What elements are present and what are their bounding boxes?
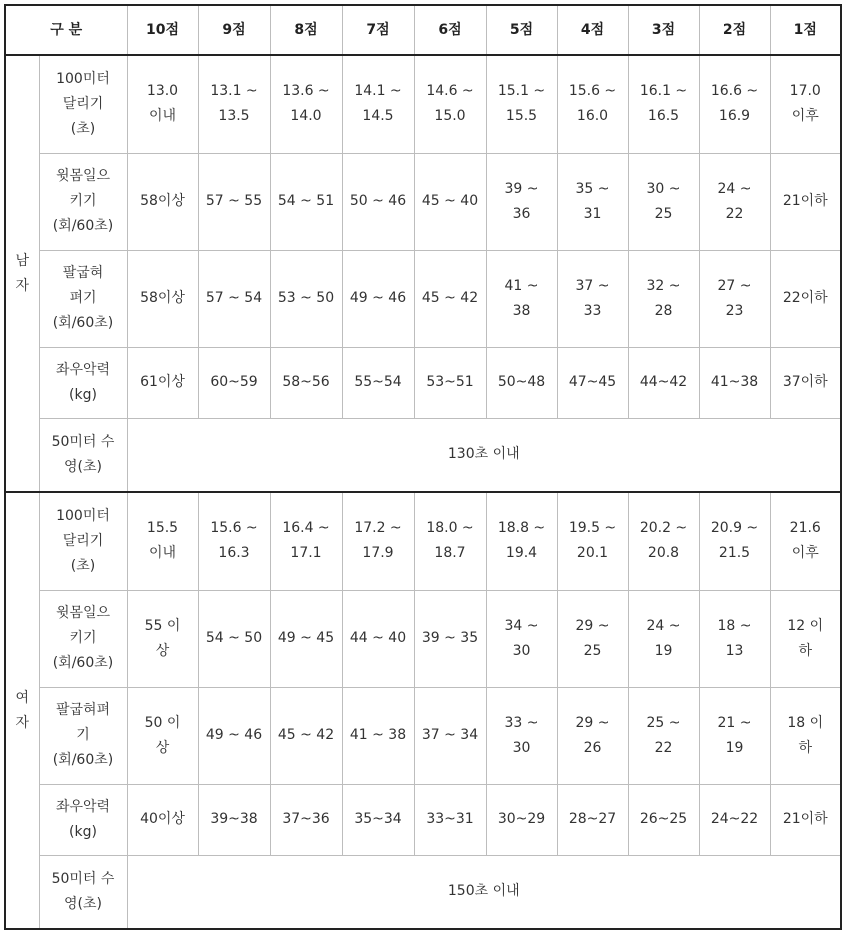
score-cell-line: 이후 [791, 108, 819, 125]
score-cell [270, 153, 342, 250]
event-label-line: 기 [76, 727, 90, 743]
score-cell-line: 15.0 [434, 108, 466, 125]
score-cell [770, 492, 841, 590]
score-cell-line: 37이하 [782, 374, 828, 390]
event-label [39, 784, 127, 855]
score-cell-line: 50 이 [144, 714, 181, 731]
score-cell-line: 53~51 [426, 374, 474, 390]
score-cell [486, 492, 557, 590]
event-label [39, 687, 127, 784]
score-cell [699, 492, 770, 590]
score-cell-line: 41 ~ [504, 277, 539, 294]
score-cell-line: 28~27 [568, 811, 617, 827]
score-header: 6점 [414, 5, 486, 55]
score-cell [486, 153, 557, 250]
event-label-line: 50미터 수 [51, 870, 115, 887]
score-cell-line: 32 ~ [646, 277, 681, 294]
score-cell-line: 57 ~ 54 [205, 290, 263, 306]
score-cell-line: 61이상 [140, 374, 185, 390]
score-cell [414, 153, 486, 250]
event-label-line: 윗몸일으 [55, 168, 111, 184]
score-cell [699, 590, 770, 687]
event-label-line: 팔굽혀 [62, 265, 104, 281]
score-cell-line: 15.6 ~ [568, 83, 617, 100]
score-cell-line: 44 ~ 40 [349, 630, 407, 646]
score-cell-line: 40이상 [140, 811, 185, 827]
score-cell-line: 58이상 [140, 290, 185, 306]
score-header: 3점 [628, 5, 699, 55]
score-cell-line: 17.9 [362, 545, 394, 562]
score-cell-line: 21.5 [718, 545, 751, 562]
score-cell-line: 23 [725, 302, 744, 319]
score-cell-line: 22 [725, 205, 744, 222]
score-header: 1점 [770, 5, 841, 55]
score-cell-line: 45 ~ 42 [277, 727, 335, 743]
score-cell [770, 590, 841, 687]
score-cell [270, 250, 342, 347]
event-label [39, 590, 127, 687]
score-cell [699, 687, 770, 784]
score-cell-line: 50~48 [497, 374, 546, 390]
score-cell-line: 49 ~ 45 [277, 630, 335, 646]
score-cell-line: 13.5 [218, 108, 250, 125]
score-cell [127, 153, 198, 250]
score-cell-line: 57 ~ 55 [205, 193, 263, 209]
score-cell-line: 55~54 [354, 374, 402, 390]
score-cell-line: 18.8 ~ [497, 520, 546, 537]
score-cell [270, 590, 342, 687]
score-cell [127, 784, 198, 855]
score-cell-line: 19.4 [505, 545, 538, 562]
table-row [5, 492, 841, 590]
score-cell-line: 50 ~ 46 [349, 193, 407, 209]
score-cell [699, 153, 770, 250]
event-label-line: 달리기 [62, 95, 104, 112]
score-cell-line: 18 ~ [717, 617, 752, 634]
score-cell-line: 44~42 [639, 374, 688, 390]
score-cell [414, 784, 486, 855]
score-cell-line: 15.5 [505, 108, 538, 125]
score-cell-line: 16.3 [218, 545, 250, 562]
event-label-line: 좌우악력 [55, 361, 111, 378]
score-cell-line: 18 이 [787, 714, 824, 731]
score-cell-line: 상 [155, 642, 170, 659]
score-cell-line: 49 ~ 46 [349, 290, 407, 306]
score-cell [628, 590, 699, 687]
score-cell [127, 687, 198, 784]
score-cell [486, 687, 557, 784]
score-header: 5점 [486, 5, 557, 55]
score-cell-line: 20.9 ~ [710, 520, 759, 537]
score-cell-line: 55 이 [144, 617, 181, 634]
score-cell-line: 19 [654, 642, 673, 659]
score-cell [342, 784, 414, 855]
score-cell [270, 492, 342, 590]
score-cell-line: 17.1 [290, 545, 322, 562]
score-cell-line: 15.6 ~ [210, 520, 258, 537]
event-label-line: (kg) [69, 823, 97, 840]
score-cell-line: 13 [725, 642, 744, 659]
score-cell [270, 784, 342, 855]
score-cell-line: 24~22 [710, 811, 759, 827]
score-cell-line: 19.5 ~ [568, 520, 617, 537]
score-cell-line: 47~45 [568, 374, 617, 390]
score-cell-line: 60~59 [210, 374, 258, 390]
event-label [39, 347, 127, 418]
score-header: 10점 [127, 5, 198, 55]
score-cell-line: 54 ~ 51 [277, 193, 335, 209]
gender-label-line: 자 [15, 714, 30, 731]
event-label-line: (회/60초) [52, 752, 114, 768]
score-cell-line: 41 ~ 38 [349, 727, 407, 743]
score-cell-line: 이후 [791, 545, 819, 562]
event-label-line: 영(초) [64, 895, 102, 912]
score-cell [699, 347, 770, 418]
score-header: 4점 [557, 5, 628, 55]
score-cell-line: 29 ~ [575, 617, 610, 634]
table-row [5, 347, 841, 418]
score-cell-line: 24 ~ [717, 180, 752, 197]
score-cell-line: 20.8 [647, 545, 680, 562]
score-cell [270, 347, 342, 418]
score-cell [699, 784, 770, 855]
score-cell-line: 35 ~ [575, 180, 610, 197]
table-row [5, 55, 841, 153]
event-label [39, 55, 127, 153]
score-cell [414, 687, 486, 784]
gender-label [5, 492, 39, 929]
score-cell [770, 784, 841, 855]
score-header: 9점 [198, 5, 270, 55]
score-cell [770, 153, 841, 250]
score-cell [486, 784, 557, 855]
event-label-line: 윗몸일으 [55, 605, 111, 621]
score-cell-line: 17.2 ~ [354, 520, 402, 537]
table-row [5, 687, 841, 784]
score-cell [414, 347, 486, 418]
score-cell [486, 250, 557, 347]
score-cell-line: 이내 [148, 108, 177, 125]
score-cell [628, 784, 699, 855]
score-cell [628, 492, 699, 590]
score-cell [342, 153, 414, 250]
score-cell-line: 14.6 ~ [426, 83, 474, 100]
score-cell-line: 33 ~ [504, 714, 539, 731]
score-cell-line: 21.6 [789, 520, 821, 537]
gender-label-line: 남 [15, 252, 30, 269]
score-cell-line: 17.0 [789, 83, 821, 100]
score-cell [198, 492, 270, 590]
score-cell [127, 590, 198, 687]
score-cell [770, 347, 841, 418]
score-cell [557, 590, 628, 687]
score-cell-line: 27 ~ [717, 277, 752, 294]
header-row [5, 5, 841, 55]
score-cell-line: 16.0 [576, 108, 609, 125]
score-cell [342, 492, 414, 590]
score-cell-line: 하 [798, 642, 813, 659]
event-label-line: 달리기 [62, 532, 104, 549]
score-cell [198, 153, 270, 250]
score-cell-line: 13.0 [146, 83, 179, 100]
score-cell [414, 250, 486, 347]
score-cell-line: 이내 [148, 545, 177, 562]
score-table [4, 4, 842, 930]
score-cell [628, 55, 699, 153]
table-row [5, 418, 841, 492]
swim-requirement: 130초 이내 [127, 418, 841, 492]
score-cell-line: 25 [583, 642, 602, 659]
score-cell-line: 25 ~ [646, 714, 681, 731]
score-cell [557, 55, 628, 153]
score-cell [770, 687, 841, 784]
event-label [39, 250, 127, 347]
score-cell-line: 21이하 [782, 811, 828, 827]
event-label-line: 100미터 [56, 70, 110, 87]
score-cell-line: 16.4 ~ [282, 520, 330, 537]
score-cell-line: 35~34 [354, 811, 402, 827]
score-cell [342, 55, 414, 153]
score-cell [770, 55, 841, 153]
score-cell-line: 37 ~ [575, 277, 610, 294]
score-cell-line: 30~29 [497, 811, 546, 827]
score-header: 8점 [270, 5, 342, 55]
score-cell [198, 590, 270, 687]
score-cell [486, 590, 557, 687]
event-label-line: (초) [70, 120, 96, 137]
score-cell [342, 590, 414, 687]
score-cell-line: 15.1 ~ [497, 83, 546, 100]
score-cell [557, 153, 628, 250]
score-cell-line: 20.1 [576, 545, 609, 562]
score-cell [557, 492, 628, 590]
score-cell-line: 53 ~ 50 [277, 290, 335, 306]
score-cell-line: 21이하 [782, 193, 828, 209]
score-cell [127, 492, 198, 590]
gender-label-line: 자 [15, 277, 30, 294]
score-cell-line: 12 이 [787, 617, 824, 634]
score-cell [628, 347, 699, 418]
score-cell [486, 347, 557, 418]
score-cell-line: 39~38 [210, 811, 258, 827]
score-cell-line: 28 [654, 302, 673, 319]
score-cell-line: 15.5 [146, 520, 179, 537]
score-cell [198, 55, 270, 153]
table-row [5, 153, 841, 250]
score-cell [557, 347, 628, 418]
score-cell [198, 687, 270, 784]
score-cell [557, 687, 628, 784]
score-cell-line: 25 [654, 205, 673, 222]
event-label-line: 좌우악력 [55, 798, 111, 815]
table-row [5, 855, 841, 929]
score-cell-line: 30 ~ [646, 180, 681, 197]
score-cell [342, 250, 414, 347]
event-label-line: 키기 [69, 630, 97, 646]
event-label [39, 492, 127, 590]
event-label-line: (회/60초) [52, 655, 114, 671]
score-cell [270, 55, 342, 153]
score-cell-line: 26~25 [639, 811, 688, 827]
score-cell-line: 14.0 [290, 108, 322, 125]
score-cell-line: 29 ~ [575, 714, 610, 731]
score-cell [414, 55, 486, 153]
event-label-line: 팔굽혀펴 [55, 702, 111, 718]
score-header: 2점 [699, 5, 770, 55]
score-cell-line: 58~56 [282, 374, 330, 390]
score-cell [557, 250, 628, 347]
event-label-line: (초) [70, 557, 96, 574]
score-cell-line: 22이하 [782, 290, 828, 306]
table-row [5, 784, 841, 855]
score-cell-line: 58이상 [140, 193, 185, 209]
score-cell-line: 16.6 ~ [710, 83, 759, 100]
score-cell-line: 36 [512, 205, 531, 222]
event-label-line: 50미터 수 [51, 433, 115, 450]
score-cell-line: 22 [654, 739, 673, 756]
score-cell-line: 13.1 ~ [210, 83, 258, 100]
score-cell [127, 347, 198, 418]
score-cell [557, 784, 628, 855]
score-cell-line: 26 [583, 739, 602, 756]
score-cell-line: 39 ~ 35 [421, 630, 479, 646]
score-cell-line: 19 [725, 739, 744, 756]
score-cell [198, 784, 270, 855]
score-cell [342, 687, 414, 784]
score-cell-line: 45 ~ 40 [421, 193, 479, 209]
gender-label-line: 여 [15, 689, 30, 706]
score-cell-line: 33 [583, 302, 602, 319]
score-cell-line: 33~31 [426, 811, 474, 827]
event-label-line: (kg) [69, 386, 97, 403]
score-cell-line: 16.5 [647, 108, 680, 125]
category-header: 구 분 [5, 5, 127, 55]
score-cell [486, 55, 557, 153]
event-label-line: (회/60초) [52, 218, 114, 234]
score-cell-line: 37 ~ 34 [421, 727, 479, 743]
event-label-line: 펴기 [69, 290, 97, 306]
score-cell-line: 41~38 [710, 374, 759, 390]
score-cell [770, 250, 841, 347]
score-cell [198, 250, 270, 347]
event-label-line: (회/60초) [52, 315, 114, 331]
swim-requirement: 150초 이내 [127, 855, 841, 929]
score-cell-line: 14.1 ~ [354, 83, 402, 100]
score-cell-line: 13.6 ~ [282, 83, 330, 100]
score-cell-line: 37~36 [282, 811, 330, 827]
score-cell-line: 16.9 [718, 108, 751, 125]
event-label-line: 100미터 [56, 507, 110, 524]
score-cell-line: 21 ~ [717, 714, 752, 731]
event-label-line: 영(초) [64, 458, 102, 475]
event-label [39, 418, 127, 492]
score-cell-line: 하 [798, 739, 813, 756]
score-cell-line: 30 [512, 642, 531, 659]
score-cell-line: 24 ~ [646, 617, 681, 634]
score-cell-line: 49 ~ 46 [205, 727, 263, 743]
score-cell-line: 20.2 ~ [639, 520, 688, 537]
score-cell-line: 18.0 ~ [426, 520, 474, 537]
score-cell [270, 687, 342, 784]
score-cell [699, 55, 770, 153]
score-cell-line: 30 [512, 739, 531, 756]
score-cell-line: 54 ~ 50 [205, 630, 263, 646]
score-cell-line: 상 [155, 739, 170, 756]
score-cell-line: 45 ~ 42 [421, 290, 479, 306]
score-cell [628, 250, 699, 347]
score-cell-line: 16.1 ~ [639, 83, 688, 100]
table-row [5, 590, 841, 687]
score-cell-line: 31 [583, 205, 602, 222]
table-row [5, 250, 841, 347]
event-label-line: 키기 [69, 193, 97, 209]
score-cell-line: 38 [512, 302, 531, 319]
score-cell-line: 39 ~ [504, 180, 539, 197]
score-cell [628, 687, 699, 784]
score-cell [699, 250, 770, 347]
score-cell [628, 153, 699, 250]
score-cell [127, 250, 198, 347]
score-cell-line: 34 ~ [504, 617, 539, 634]
gender-label [5, 55, 39, 492]
score-cell [342, 347, 414, 418]
event-label [39, 153, 127, 250]
score-cell [414, 590, 486, 687]
score-header: 7점 [342, 5, 414, 55]
score-cell-line: 18.7 [434, 545, 466, 562]
score-cell-line: 14.5 [362, 108, 394, 125]
event-label [39, 855, 127, 929]
score-cell [414, 492, 486, 590]
score-cell [198, 347, 270, 418]
table-body [5, 55, 841, 929]
score-cell [127, 55, 198, 153]
